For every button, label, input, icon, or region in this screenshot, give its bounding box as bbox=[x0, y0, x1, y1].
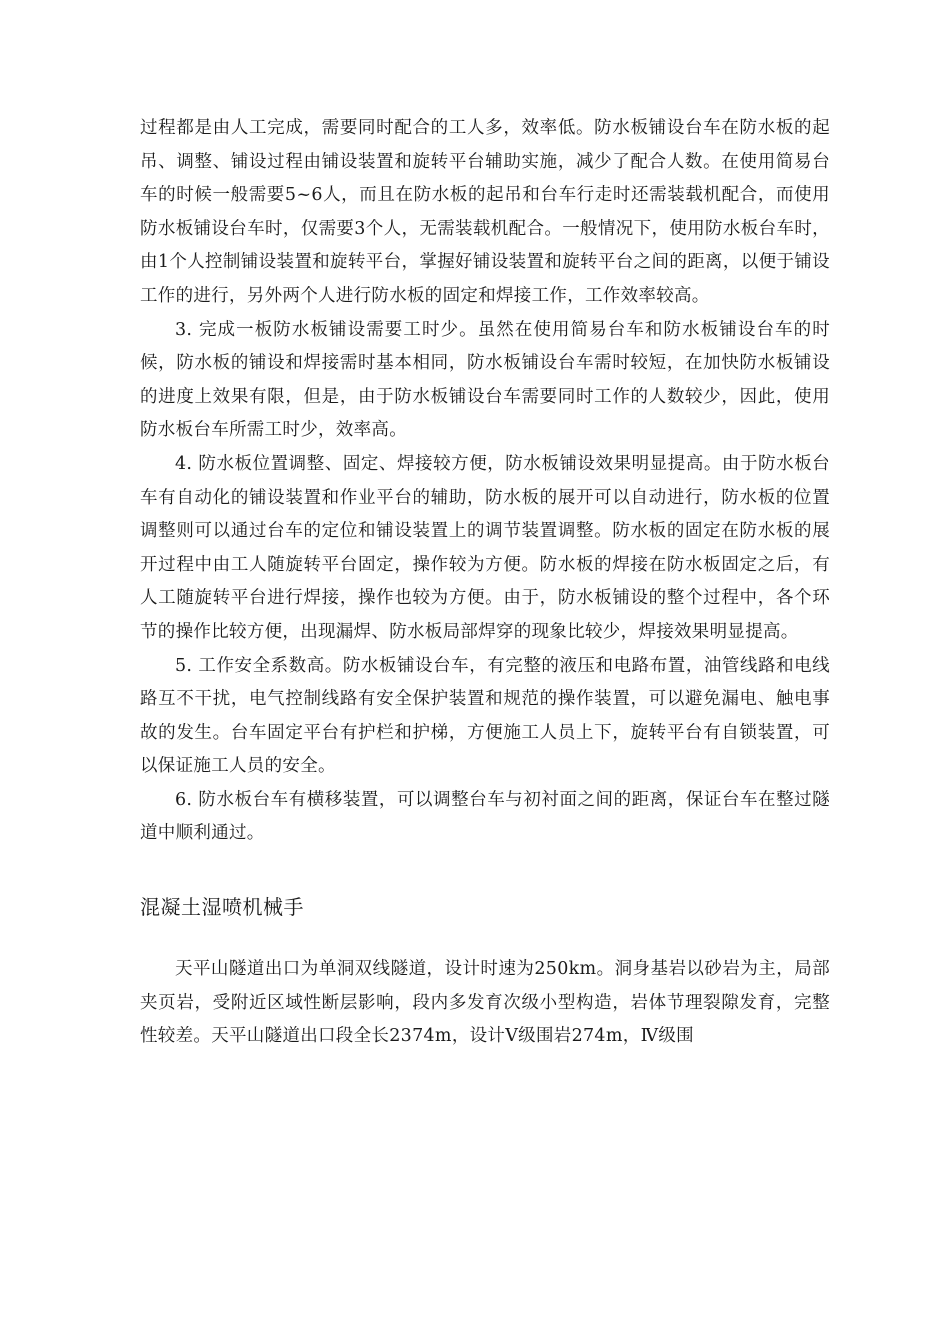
paragraph-continued: 过程都是由人工完成，需要同时配合的工人多，效率低。防水板铺设台车在防水板的起吊、调整、铺设过程由铺设装置和旋转平台辅助实施，减少了配合人数。在使用简易台车的时候一般需要5~6人，而且在防水板的起吊和台车行走时还需装载机配合，而使用防水板铺设台车时，仅需要3个人，无需装载机配合。一般情况下，使用防水板台车时，由1个人控制铺设装置和旋转平台，掌握好铺设装置和旋转平台之间的距离，以便于铺设工作的进行，另外两个人进行防水板的固定和焊接工作，工作效率较高。 bbox=[140, 118, 830, 306]
paragraph-item-4: 4. 防水板位置调整、固定、焊接较方便，防水板铺设效果明显提高。由于防水板台车有自动化的铺设装置和作业平台的辅助，防水板的展开可以自动进行，防水板的位置调整则可以通过台车的定位和铺设装置上的调节装置调整。防水板的固定在防水板的展开过程中由工人随旋转平台固定，操作较为方便。防水板的焊接在防水板固定之后，有人工随旋转平台进行焊接，操作也较为方便。由于，防水板铺设的整个过程中，各个环节的操作比较方便，出现漏焊、防水板局部焊穿的现象比较少，焊接效果明显提高。 bbox=[140, 453, 830, 642]
section-heading: 混凝土湿喷机械手 bbox=[140, 895, 304, 920]
paragraph-item-3: 3. 完成一板防水板铺设需要工时少。虽然在使用简易台车和防水板铺设台车的时候，防水板的铺设和焊接需时基本相同，防水板铺设台车需时较短，在加快防水板铺设的进度上效果有限，但是，由于防水板铺设台车需要同时工作的人数较少，因此，使用防水板台车所需工时少，效率高。 bbox=[140, 319, 830, 441]
paragraph-item-6: 6. 防水板台车有横移装置，可以调整台车与初衬面之间的距离，保证台车在整过隧道中顺利通过。 bbox=[140, 789, 830, 844]
section-paragraph: 天平山隧道出口为单洞双线隧道，设计时速为250km。洞身基岩以砂岩为主，局部夹页岩，受附近区域性断层影响，段内多发育次级小型构造，岩体节理裂隙发育，完整性较差。天平山隧道出口段全长2374m，设计Ⅴ级围岩274m，Ⅳ级围 bbox=[140, 959, 830, 1047]
document-body bbox=[140, 112, 830, 1054]
paragraph-item-5: 5. 工作安全系数高。防水板铺设台车，有完整的液压和电路布置，油管线路和电线路互不干扰，电气控制线路有安全保护装置和规范的操作装置，可以避免漏电、触电事故的发生。台车固定平台有护栏和护梯，方便施工人员上下，旋转平台有自锁装置，可以保证施工人员的安全。 bbox=[140, 655, 830, 777]
